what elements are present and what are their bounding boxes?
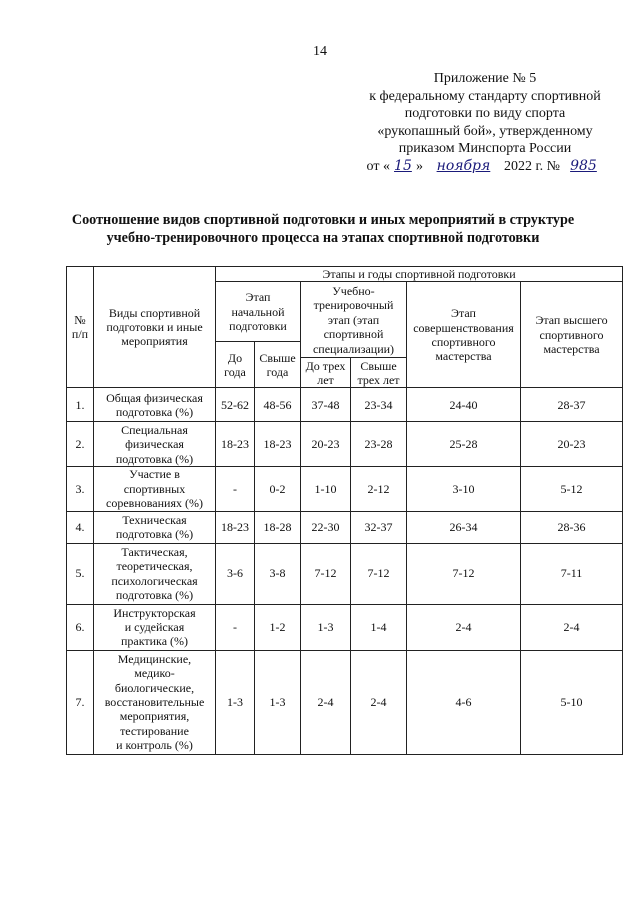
page-number: 14 [313,44,327,59]
appendix-line-2: к федеральному стандарту спортивной [369,88,601,104]
cell-improvement: 7-12 [407,543,521,604]
cell-training-over-3: 32-37 [351,511,407,543]
header-initial-over-year: Свыше года [255,342,301,388]
header-stage-initial: Этап начальной подготовки [216,282,301,342]
header-num: № п/п [67,267,94,388]
appendix-line-1: Приложение № 5 [433,71,537,86]
table-row [67,422,623,467]
appendix-line-5: приказом Минспорта России [398,141,572,157]
cell-training-up-to-3: 22-30 [301,511,351,543]
cell-initial-over-year: 3-8 [255,543,301,604]
day-suffix: » [415,158,423,174]
row-name: Медицинские, медико- биологические, восстановительные мероприятия, тестирование и контроль (%) [94,650,216,754]
row-name: Тактическая, теоретическая, психологическая подготовка (%) [94,543,216,604]
cell-higher: 7-11 [521,543,623,604]
row-name: Техническая подготовка (%) [94,511,216,543]
cell-training-up-to-3: 1-10 [301,467,351,511]
row-name: Участие в спортивных соревнованиях (%) [94,467,216,511]
cell-initial-over-year: 1-3 [255,650,301,754]
title-line-1: Соотношение видов спортивной подготовки и иных мероприятий в структуре [71,212,575,228]
cell-training-over-3: 1-4 [351,604,407,650]
cell-initial-over-year: 1-2 [255,604,301,650]
cell-training-over-3: 7-12 [351,543,407,604]
header-training-up-to-3: До трех лет [301,358,351,388]
cell-improvement: 25-28 [407,422,521,467]
cell-initial-over-year: 18-23 [255,422,301,467]
order-date-line [330,158,640,176]
cell-initial-up-to-year: - [216,467,255,511]
cell-higher: 5-12 [521,467,623,511]
cell-initial-up-to-year: 52-62 [216,388,255,422]
cell-higher: 20-23 [521,422,623,467]
row-num: 4. [67,511,94,543]
cell-improvement: 2-4 [407,604,521,650]
header-initial-up-to-year: До года [216,342,255,388]
cell-improvement: 3-10 [407,467,521,511]
cell-training-over-3: 23-28 [351,422,407,467]
table-row [67,650,623,754]
row-name: Специальная физическая подготовка (%) [94,422,216,467]
year-text: 2022 г. № [503,158,560,174]
cell-higher: 2-4 [521,604,623,650]
header-training-over-3: Свыше трех лет [351,358,407,388]
cell-training-up-to-3: 20-23 [301,422,351,467]
cell-improvement: 4-6 [407,650,521,754]
header-stage-improvement: Этап совершенствования спортивного мастерства [407,282,521,388]
appendix-line-3: подготовки по виду спорта [404,106,566,122]
table-row [67,511,623,543]
cell-higher: 28-36 [521,511,623,543]
table-row [67,467,623,511]
cell-initial-up-to-year: 18-23 [216,422,255,467]
table-row [67,388,623,422]
row-num: 2. [67,422,94,467]
cell-training-up-to-3: 37-48 [301,388,351,422]
cell-training-up-to-3: 1-3 [301,604,351,650]
document-title [58,211,588,247]
cell-initial-up-to-year: 3-6 [216,543,255,604]
row-num: 6. [67,604,94,650]
row-name: Инструкторская и судейская практика (%) [94,604,216,650]
cell-training-over-3: 2-12 [351,467,407,511]
cell-higher: 28-37 [521,388,623,422]
row-num: 3. [67,467,94,511]
cell-higher: 5-10 [521,650,623,754]
training-ratio-table [66,266,623,755]
row-num: 7. [67,650,94,754]
appendix-line-4: «рукопашный бой», утвержденному [377,123,593,139]
cell-training-over-3: 2-4 [351,650,407,754]
cell-training-over-3: 23-34 [351,388,407,422]
appendix-block [330,70,640,176]
cell-training-up-to-3: 7-12 [301,543,351,604]
cell-initial-up-to-year: - [216,604,255,650]
table-row [67,604,623,650]
header-stage-training: Учебно- тренировочный этап (этап спортивной специализации) [301,282,407,358]
cell-initial-over-year: 48-56 [255,388,301,422]
handwritten-order-number: 985 [570,157,597,174]
title-line-2: учебно-тренировочного процесса на этапах спортивной подготовки [106,230,540,246]
header-stages-group: Этапы и годы спортивной подготовки [216,267,623,282]
date-prefix: от « [366,158,390,174]
cell-initial-over-year: 18-28 [255,511,301,543]
cell-training-up-to-3: 2-4 [301,650,351,754]
cell-improvement: 24-40 [407,388,521,422]
handwritten-month: ноября [436,157,491,174]
row-name: Общая физическая подготовка (%) [94,388,216,422]
handwritten-day: 15 [394,157,412,174]
header-stage-higher: Этап высшего спортивного мастерства [521,282,623,388]
header-kind: Виды спортивной подготовки и иные мероприятия [94,267,216,388]
table-row [67,543,623,604]
row-num: 1. [67,388,94,422]
cell-improvement: 26-34 [407,511,521,543]
cell-initial-up-to-year: 18-23 [216,511,255,543]
cell-initial-up-to-year: 1-3 [216,650,255,754]
cell-initial-over-year: 0-2 [255,467,301,511]
row-num: 5. [67,543,94,604]
